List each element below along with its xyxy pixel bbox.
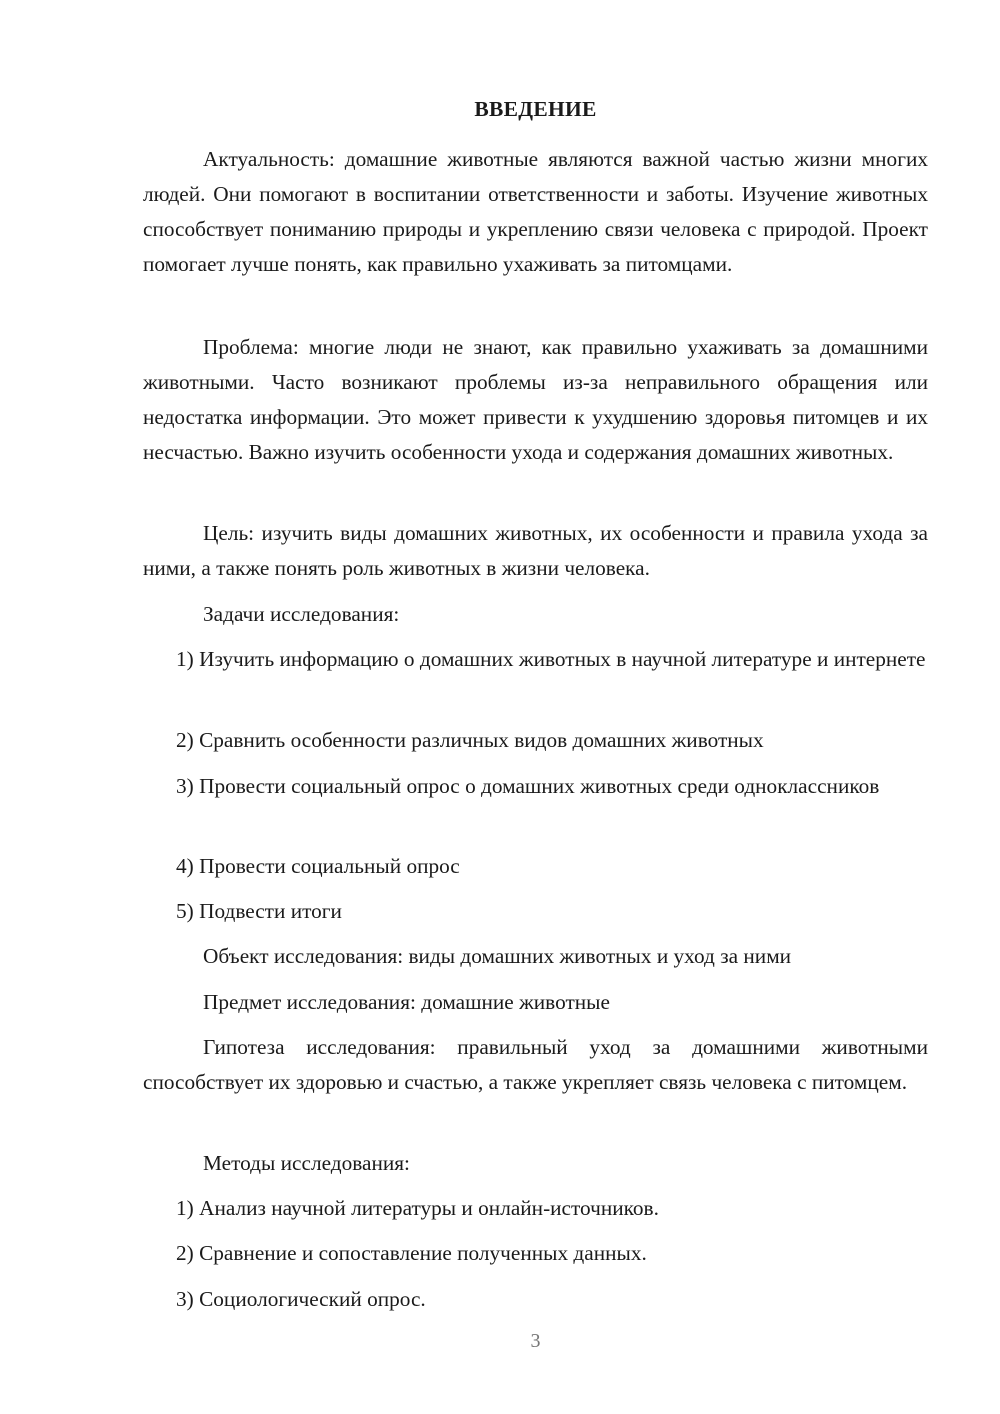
task-item: 2) Сравнить особенности различных видов домашних животных [176, 728, 764, 752]
method-item: 2) Сравнение и сопоставление полученных данных. [176, 1241, 647, 1265]
task-item: 3) Провести социальный опрос о домашних животных среди одноклассников [176, 774, 880, 798]
tasks-heading: Задачи исследования: [203, 602, 400, 626]
method-item: 1) Анализ научной литературы и онлайн-источников. [176, 1196, 659, 1220]
task-item: 1) Изучить информацию о домашних животных в научной литературе и интернете [176, 647, 926, 671]
hypothesis-paragraph: Гипотеза исследования: правильный уход за домашними животными способствует их здоровью и счастью, а также укрепляет связь человека с питомцем. [143, 1035, 928, 1094]
methods-heading: Методы исследования: [203, 1151, 410, 1175]
task-item: 5) Подвести итоги [176, 899, 342, 923]
method-item: 3) Социологический опрос. [176, 1287, 426, 1311]
page-number: 3 [530, 1330, 541, 1352]
problem-paragraph: Проблема: многие люди не знают, как правильно ухаживать за домашними животными. Часто возникают проблемы из-за неправильного обращения или недостатка информации. Это может привести к ухудшению здоровья питомцев и их несчастью. Важно изучить особенности ухода и содержания домашних животных. [143, 335, 928, 464]
subject-paragraph: Предмет исследования: домашние животные [203, 990, 610, 1014]
goal-paragraph: Цель: изучить виды домашних животных, их особенности и правила ухода за ними, а также понять роль животных в жизни человека. [143, 521, 928, 580]
object-paragraph: Объект исследования: виды домашних животных и уход за ними [203, 944, 792, 968]
task-item: 4) Провести социальный опрос [176, 854, 460, 878]
relevance-paragraph: Актуальность: домашние животные являются важной частью жизни многих людей. Они помогают в воспитании ответственности и заботы. Изучение животных способствует пониманию природы и укреплению связи человека с природой. Проект помогает лучше понять, как правильно ухаживать за питомцами. [143, 147, 928, 276]
page-title: ВВЕДЕНИЕ [474, 97, 597, 121]
